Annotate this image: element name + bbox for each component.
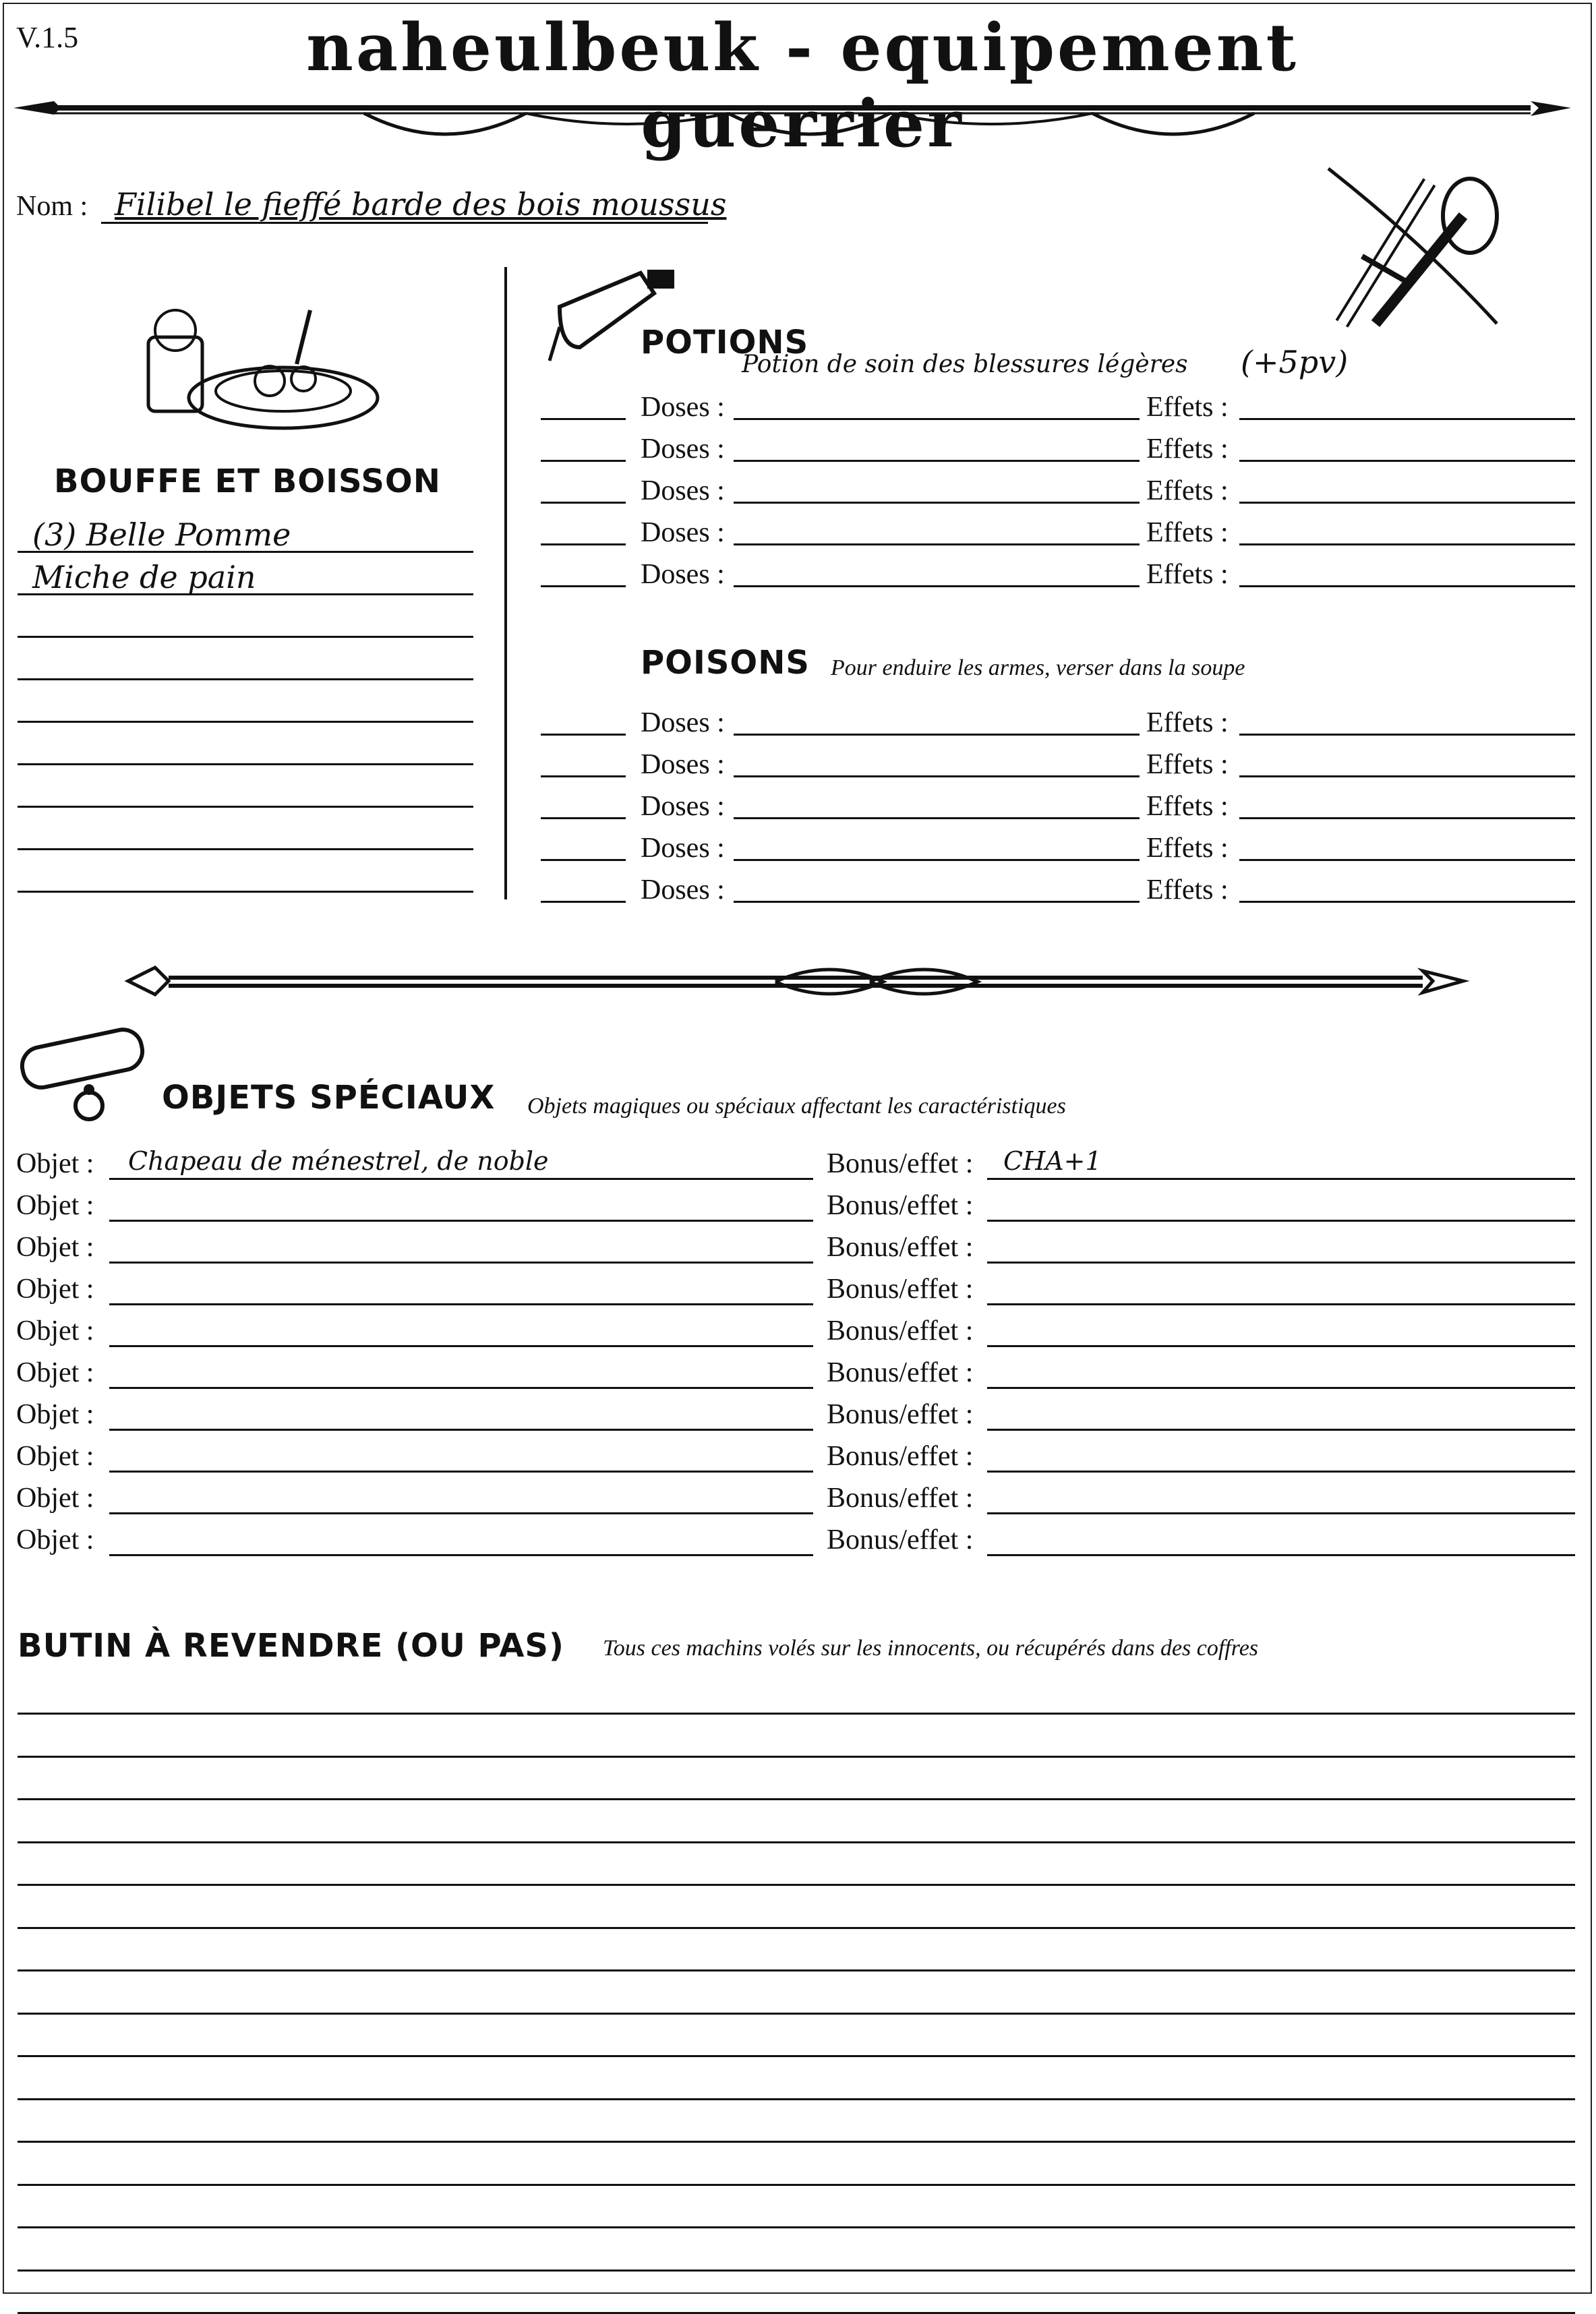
poisons-dose-field[interactable]: [734, 901, 1140, 903]
object-label: Objet :: [16, 1232, 94, 1263]
bonus-label: Bonus/effet :: [827, 1148, 974, 1179]
potions-dose-label: Doses :: [641, 434, 725, 465]
loot-line[interactable]: [18, 1927, 1575, 1929]
loot-line[interactable]: [18, 1756, 1575, 1758]
name-value: Filibel le fieffé barde des bois moussus: [115, 186, 727, 222]
potions-note: Potion de soin des blessures légères: [742, 351, 1188, 378]
object-label: Objet :: [16, 1483, 94, 1514]
bonus-label: Bonus/effet :: [827, 1190, 974, 1221]
loot-line[interactable]: [18, 2226, 1575, 2228]
loot-line[interactable]: [18, 2013, 1575, 2015]
spear-divider-icon: [13, 81, 1571, 155]
poisons-dose-label: Doses :: [641, 791, 725, 822]
object-field[interactable]: [109, 1398, 813, 1431]
poisons-effect-field[interactable]: [1239, 775, 1575, 777]
poisons-dose-field[interactable]: [734, 817, 1140, 819]
bonus-field[interactable]: [987, 1189, 1575, 1222]
food-plate-icon: [142, 303, 378, 432]
loot-line[interactable]: [18, 1969, 1575, 1971]
poisons-dose-label: Doses :: [641, 833, 725, 864]
potions-note-effect: (+5pv): [1241, 344, 1349, 380]
potions-qty-line[interactable]: [541, 418, 626, 420]
bonus-label: Bonus/effet :: [827, 1315, 974, 1346]
poisons-qty-line[interactable]: [541, 775, 626, 777]
object-field[interactable]: [109, 1524, 813, 1556]
potions-effect-label: Effets :: [1146, 559, 1229, 590]
bonus-label: Bonus/effet :: [827, 1441, 974, 1472]
potions-dose-field[interactable]: [734, 502, 1140, 504]
food-line[interactable]: [18, 859, 473, 893]
poisons-effect-field[interactable]: [1239, 817, 1575, 819]
potions-effect-field[interactable]: [1239, 585, 1575, 587]
poisons-qty-line[interactable]: [541, 859, 626, 861]
object-value: Chapeau de ménestrel, de noble: [128, 1146, 549, 1176]
food-line[interactable]: [18, 732, 473, 765]
food-item-value: (3) Belle Pomme: [32, 516, 291, 553]
potions-effect-label: Effets :: [1146, 517, 1229, 548]
bonus-value: CHA+1: [1003, 1146, 1102, 1176]
potions-qty-line[interactable]: [541, 460, 626, 462]
potions-effect-label: Effets :: [1146, 475, 1229, 506]
object-field[interactable]: [109, 1440, 813, 1473]
food-line[interactable]: [18, 647, 473, 680]
loot-line[interactable]: [18, 2270, 1575, 2272]
potions-dose-label: Doses :: [641, 559, 725, 590]
potions-dose-label: Doses :: [641, 392, 725, 423]
object-field[interactable]: [109, 1231, 813, 1264]
food-line[interactable]: [18, 604, 473, 638]
poisons-qty-line[interactable]: [541, 901, 626, 903]
potions-effect-label: Effets :: [1146, 434, 1229, 465]
bonus-field[interactable]: [987, 1357, 1575, 1389]
object-label: Objet :: [16, 1357, 94, 1388]
bonus-label: Bonus/effet :: [827, 1232, 974, 1263]
poisons-qty-line[interactable]: [541, 734, 626, 736]
bonus-field[interactable]: [987, 1398, 1575, 1431]
poisons-effect-field[interactable]: [1239, 859, 1575, 861]
loot-line[interactable]: [18, 1841, 1575, 1843]
food-line[interactable]: [18, 559, 473, 595]
name-label: Nom :: [16, 191, 88, 222]
object-label: Objet :: [16, 1399, 94, 1430]
potions-effect-label: Effets :: [1146, 392, 1229, 423]
bonus-field[interactable]: [987, 1315, 1575, 1347]
weapons-icon: [1322, 155, 1524, 337]
food-line[interactable]: [18, 689, 473, 723]
poisons-effect-label: Effets :: [1146, 707, 1229, 738]
object-field[interactable]: [109, 1148, 813, 1180]
bonus-label: Bonus/effet :: [827, 1399, 974, 1430]
object-field[interactable]: [109, 1357, 813, 1389]
poisons-dose-field[interactable]: [734, 859, 1140, 861]
version-label: V.1.5: [16, 21, 79, 54]
loot-line[interactable]: [18, 1798, 1575, 1800]
bonus-field[interactable]: [987, 1148, 1575, 1180]
object-label: Objet :: [16, 1441, 94, 1472]
bonus-label: Bonus/effet :: [827, 1357, 974, 1388]
potions-dose-field[interactable]: [734, 585, 1140, 587]
bonus-label: Bonus/effet :: [827, 1483, 974, 1514]
loot-line[interactable]: [18, 1713, 1575, 1715]
poisons-subtitle: Pour enduire les armes, verser dans la soupe: [831, 655, 1245, 680]
potions-qty-line[interactable]: [541, 543, 626, 545]
poisons-dose-field[interactable]: [734, 734, 1140, 736]
potions-effect-field[interactable]: [1239, 502, 1575, 504]
bonus-field[interactable]: [987, 1273, 1575, 1305]
bonus-label: Bonus/effet :: [827, 1524, 974, 1555]
loot-line[interactable]: [18, 2184, 1575, 2186]
loot-line[interactable]: [18, 2055, 1575, 2057]
bonus-field[interactable]: [987, 1440, 1575, 1473]
object-field[interactable]: [109, 1315, 813, 1347]
special-heading: OBJETS SPÉCIAUX: [162, 1079, 496, 1117]
poisons-effect-label: Effets :: [1146, 833, 1229, 864]
bonus-label: Bonus/effet :: [827, 1274, 974, 1305]
poisons-effect-label: Effets :: [1146, 749, 1229, 780]
poisons-dose-label: Doses :: [641, 707, 725, 738]
object-label: Objet :: [16, 1315, 94, 1346]
poisons-effect-field[interactable]: [1239, 734, 1575, 736]
food-line[interactable]: [18, 817, 473, 850]
page-title: naheulbeuk - equipement guerrier: [306, 9, 1299, 162]
object-field[interactable]: [109, 1189, 813, 1222]
name-field[interactable]: [101, 186, 727, 224]
loot-heading: BUTIN À REVENDRE (OU PAS): [18, 1627, 564, 1665]
potions-effect-field[interactable]: [1239, 418, 1575, 420]
special-subtitle: Objets magiques ou spéciaux affectant les caractéristiques: [527, 1094, 1066, 1119]
object-field[interactable]: [109, 1273, 813, 1305]
loot-line[interactable]: [18, 2141, 1575, 2143]
object-label: Objet :: [16, 1274, 94, 1305]
potions-dose-label: Doses :: [641, 517, 725, 548]
scroll-ring-icon: [15, 1025, 156, 1126]
poisons-effect-label: Effets :: [1146, 874, 1229, 906]
poisons-dose-label: Doses :: [641, 749, 725, 780]
potions-dose-field[interactable]: [734, 460, 1140, 462]
object-label: Objet :: [16, 1190, 94, 1221]
poisons-effect-field[interactable]: [1239, 901, 1575, 903]
potions-dose-field[interactable]: [734, 543, 1140, 545]
potions-dose-label: Doses :: [641, 475, 725, 506]
potions-qty-line[interactable]: [541, 585, 626, 587]
poisons-heading: POISONS: [641, 644, 810, 682]
object-field[interactable]: [109, 1482, 813, 1514]
bonus-field[interactable]: [987, 1524, 1575, 1556]
food-item-value: Miche de pain: [32, 559, 256, 595]
bonus-field[interactable]: [987, 1231, 1575, 1264]
loot-subtitle: Tous ces machins volés sur les innocents, ou récupérés dans des coffres: [603, 1636, 1259, 1661]
potions-qty-line[interactable]: [541, 502, 626, 504]
object-label: Objet :: [16, 1524, 94, 1555]
food-line[interactable]: [18, 516, 473, 553]
loot-line[interactable]: [18, 1884, 1575, 1886]
potions-effect-field[interactable]: [1239, 543, 1575, 545]
poisons-dose-field[interactable]: [734, 775, 1140, 777]
poisons-dose-label: Doses :: [641, 874, 725, 906]
object-label: Objet :: [16, 1148, 94, 1179]
staff-divider-icon: [128, 957, 1463, 1005]
food-heading: BOUFFE ET BOISSON: [54, 463, 441, 500]
poisons-qty-line[interactable]: [541, 817, 626, 819]
potions-dose-field[interactable]: [734, 418, 1140, 420]
poisons-effect-label: Effets :: [1146, 791, 1229, 822]
loot-line[interactable]: [18, 2098, 1575, 2100]
column-divider: [504, 267, 507, 899]
bonus-field[interactable]: [987, 1482, 1575, 1514]
potions-heading: POTIONS: [641, 324, 809, 361]
food-line[interactable]: [18, 774, 473, 808]
potions-effect-field[interactable]: [1239, 460, 1575, 462]
